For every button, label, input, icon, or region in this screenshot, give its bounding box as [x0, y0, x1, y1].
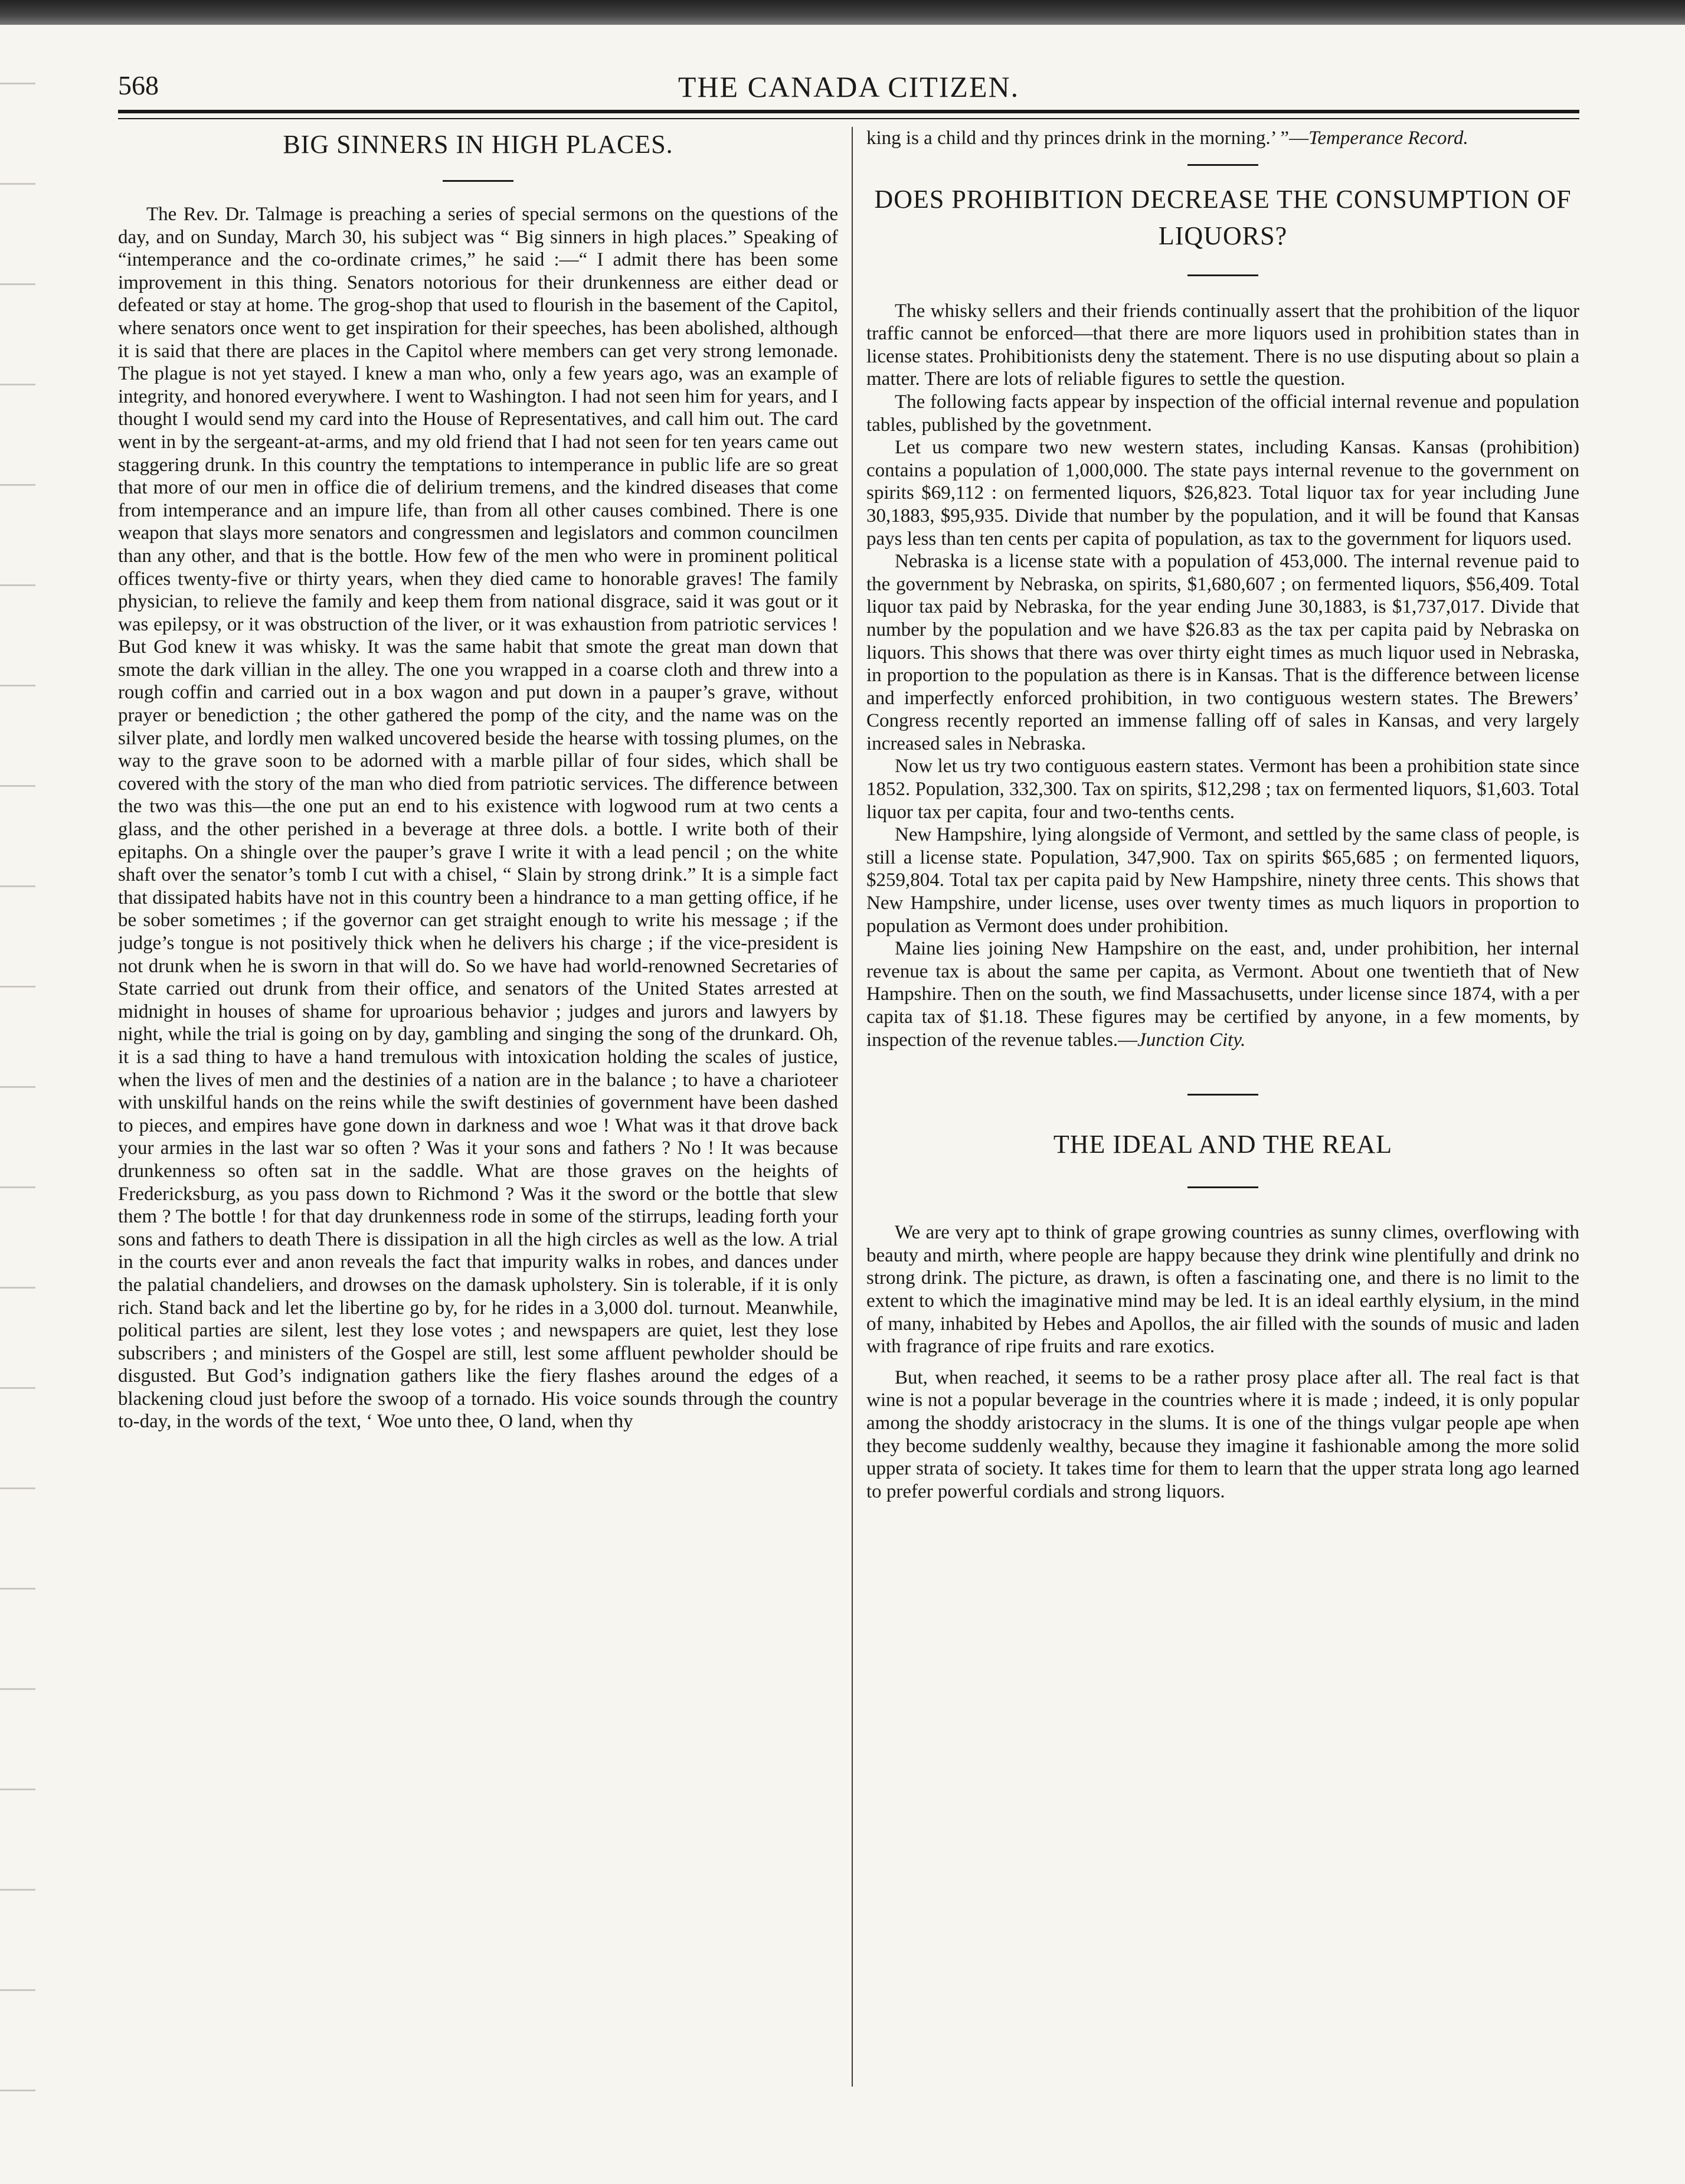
article-paragraph: The whisky sellers and their friends continually assert that the prohibition of the liquor traffic cannot be enforced—that there are more liquors used in prohibition states than in license states. Prohibitionists deny the statement. There is no use disputing about so plain a matter. There are lots of reliable figures to settle the question.	[866, 300, 1579, 390]
continuation-credit: Temperance Record.	[1308, 127, 1468, 149]
header-rule-thick	[118, 110, 1579, 113]
article-title-big-sinners: BIG SINNERS IN HIGH PLACES.	[283, 130, 673, 159]
header-rule-thin	[118, 118, 1579, 119]
article-paragraph: We are very apt to think of grape growing countries as sunny climes, overflowing with beauty and mirth, where people are happy because they drink wine plentifully and drink no strong drink. The picture, as drawn, is often a fascinating one, and there is no limit to the extent to which the imaginative mind may be led. It is an ideal earthly elysium, in the mind of many, inhabited by Hebes and Apollos, the air filled with the sounds of music and laden with fragrance of ripe fruits and rare exotics.	[866, 1222, 1579, 1358]
left-column	[118, 127, 838, 2087]
article-body-prohibition	[866, 300, 1579, 1052]
page-number: 568	[118, 70, 159, 100]
article-paragraph-text: Maine lies joining New Hampshire on the east, and, under prohibition, her internal revenue tax is about the same per capita, as Vermont. About one twentieth that of New Hampshire. Then on the south, we find Massachusetts, under license since 1874, with a per capita tax of $1.18. These figures may be certified by anyone, in a few moments, by inspection of the revenue tables.—	[866, 938, 1579, 1051]
title-divider	[443, 180, 513, 182]
article-paragraph	[866, 937, 1579, 1051]
article-paragraph: New Hampshire, lying alongside of Vermont, and settled by the same class of people, is still a license state. Population, 347,900. Tax on spirits $65,685 ; on fermented liquors, $259,804. Total tax per capita paid by New Hampshire, ninety three cents. This shows that New Hampshire, under license, uses over twenty times as much liquors in proportion to population as Vermont does under prohibition.	[866, 824, 1579, 937]
title-divider	[1187, 274, 1258, 276]
running-title: THE CANADA CITIZEN.	[678, 70, 1020, 103]
article-body-ideal-real	[866, 1221, 1579, 1503]
article-paragraph: But, when reached, it seems to be a rather prosy place after all. The real fact is that wine is not a popular beverage in the countries where it is made ; indeed, it is only popular among the shoddy aristocracy in the slums. It is one of the things vulgar people ape when they become suddenly wealthy, because they imagine it fashionable among the more solid upper strata of society. It takes time for them to learn that the upper strata long ago learned to prefer powerful cordials and strong liquors.	[866, 1366, 1579, 1502]
article-paragraph: Now let us try two contiguous eastern states. Vermont has been a prohibition state since 1852. Population, 332,300. Tax on spirits, $12,298 ; tax on fermented liquors, $1,603. Total liquor tax per capita, four and two-tenths cents.	[866, 756, 1579, 823]
section-divider	[1187, 164, 1258, 166]
article-credit: Junction City.	[1137, 1029, 1246, 1051]
column-divider	[852, 127, 853, 2087]
continuation-paragraph	[866, 127, 1579, 150]
article-paragraph: Nebraska is a license state with a population of 453,000. The internal revenue paid to the government by Nebraska, on spirits, $1,680,607 ; on fermented liquors, $56,409. Total liquor tax paid by Nebraska, for the year ending June 30,1883, is $1,737,017. Divide that number by the population and we have $26.83 as the tax per capita paid by Nebraska on liquors. This shows that there was over thirty eight times as much liquor used in Nebraska, in proportion to the population as there is in Kansas. That is the difference between license and imperfectly enforced prohibition, in two contiguous western states. The Brewers’ Congress recently reported an immense falling off of sales in Kansas, and very largely increased sales in Nebraska.	[866, 551, 1579, 754]
section-divider	[1187, 1094, 1258, 1096]
scan-margin-marks	[0, 35, 35, 2160]
right-column	[866, 127, 1579, 2087]
continuation-text: king is a child and thy princes drink in the morning.’ ”—	[866, 127, 1309, 149]
page-header	[118, 70, 1579, 105]
article-title-ideal-real: THE IDEAL AND THE REAL	[1053, 1130, 1393, 1159]
article-body-big-sinners: The Rev. Dr. Talmage is preaching a series of special sermons on the questions of the day, and on Sunday, March 30, his subject was “ Big sinners in high places.” Speaking of “intemperance and the co-ordinate crimes,” he said :—“ I admit there has been some improvement in this thing. Senators notorious for their drunkenness are either dead or defeated or stay at home. The grog-shop that used to flourish in the basement of the Capitol, where senators once went to get inspiration for their speeches, has been abolished, although it is said that there are places in the Capitol where members can get very strong lemonade. The plague is not yet stayed. I knew a man who, only a few years ago, was an example of integrity, and honored everywhere. I went to Washington. I had not seen him for years, and I thought I would send my card into the House of Representatives, and call him out. The card went in by the sergeant-at-arms, and my old friend that I had not seen for ten years came out staggering drunk. In this country the temptations to intemperance in public life are so great that more of our men in office die of delirium tremens, and the kindred diseases that come from intemperance and an impure life, than from all other causes combined. There is one weapon that slays more senators and congressmen and legislators and common councilmen than any other, and that is the bottle. How few of the men who were in prominent political offices twenty-five or thirty years, when they died came to honorable graves! The family physician, to relieve the family and keep them from national disgrace, said it was gout or it was epilepsy, or it was obstruction of the liver, or it was exhaustion from patriotic services ! But God knew it was whisky. It was the same habit that smote the great man down that smote the dark villian in the alley. The one you wrapped in a coarse cloth and threw into a rough coffin and carried out in a box wagon and put down in a pauper’s grave, without prayer or benediction ; the other gathered the pomp of the city, and the name was on the silver plate, and lordly men walked uncovered beside the hearse with tossing plumes, on the way to the grave soon to be adorned with a marble pillar of four sides, which shall be covered with the story of the man who died from patriotic services. The difference between the two was this—the one put an end to his existence with logwood rum at two cents a glass, and the other perished in a beverage at three dols. a bottle. I write both of their epitaphs. On a shingle over the pauper’s grave I write it with a lead pencil ; on the white shaft over the senator’s tomb I cut with a chisel, “ Slain by strong drink.” It is a simple fact that dissipated habits have not in this country been a hindrance to a man getting office, if he be sober sometimes ; if the governor can get straight enough to write his message ; if the judge’s tongue is not positively thick when he delivers his charge ; if the vice-president is not drunk when he is sworn in that will do. So we have had world-renowned Secretaries of State carried out drunk from their office, and senators of the United States arrested at midnight in houses of shame for uproarious behavior ; judges and jurors and lawyers by night, while the trial is going on by day, gambling and singing the song of the drunkard. Oh, it is a sad thing to have a hand tremulous with intoxication holding the scales of justice, when the lives of men and the destinies of a nation are in the balance ; to have a charioteer with unskilful hands on the reins while the swift destinies of government have been dashed to pieces, and empires have gone down in darkness and woe ! What was it that drove back your armies in the last war so often ? Was it your sons and fathers ? No ! It was because drunkenness so often sat in the saddle. What are those graves on the heights of Fredericksburg, as you pass down to Richmond ? Was it the sword or the bottle that slew them ? The bottle ! for that day drunkenness rode in some of the stirrups, leading forth your sons and fathers to death There is dissipation in all the high circles as well as the low. A trial in the courts ever and anon reveals the fact that impurity walks in robes, and dances under the palatial chandeliers, and drowses on the damask upholstery. Sin is tolerable, if it is only rich. Stand back and let the libertine go by, for he rides in a 3,000 dol. turnout. Meanwhile, political parties are silent, lest they lose votes ; and newspapers are quiet, lest they lose subscribers ; and ministers of the Gospel are still, lest some affluent pewholder should be disgusted. But God’s indignation gathers like the fiery flashes around the edges of a blackening cloud just before the swoop of a tornado. His voice sounds through the country to-day, in the words of the text, ‘ Woe unto thee, O land, when thy	[118, 204, 838, 1433]
scan-edge-bar	[0, 0, 1685, 25]
article-title-prohibition: DOES PROHIBITION DECREASE THE CONSUMPTION OF LIQUORS?	[874, 184, 1572, 250]
title-divider	[1187, 1186, 1258, 1188]
article-paragraph: The following facts appear by inspection of the official internal revenue and population tables, published by the govetnment.	[866, 391, 1579, 436]
article-paragraph: Let us compare two new western states, including Kansas. Kansas (prohibition) contains a population of 1,000,000. The state pays internal revenue to the government on spirits $69,112 : on fermented liquors, $26,823. Total liquor tax for year including June 30,1883, $95,935. Divide that number by the population, and it will be found that Kansas pays less than ten cents per capita of population, as tax to the government for liquors used.	[866, 437, 1579, 550]
